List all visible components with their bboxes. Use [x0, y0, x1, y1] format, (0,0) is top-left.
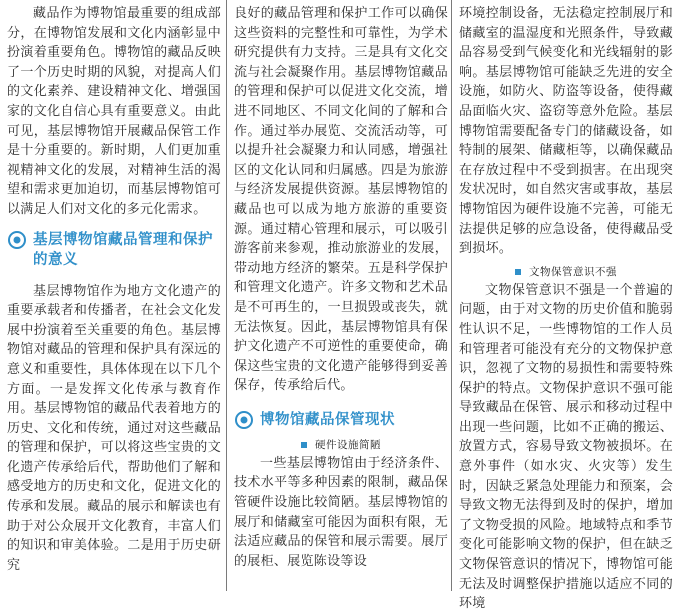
target-circle-icon: [234, 410, 254, 430]
column-divider: [226, 0, 227, 591]
paragraph: 一些基层博物馆由于经济条件、技术水平等多种因素的限制，藏品保管硬件设施比较简陋。基层博物馆的展厅和储藏室可能因为面积有限，无法适应藏品的保管和展示需要。展厅的展柜、展览陈设等设: [234, 455, 448, 569]
text-column-2: [234, 4, 448, 571]
section-heading: [234, 410, 448, 430]
blue-square-bullet-icon: [301, 442, 307, 448]
section-heading: [7, 230, 221, 270]
paragraph: 良好的藏品管理和保护工作可以确保这些资料的完整性和可靠性，为学术研究提供有力支持。三是具有文化交流与社会凝聚作用。基层博物馆藏品的管理和保护可以促进文化交流，增进不同地区、不同文化间的了解和合作。通过举办展览、交流活动等，可以提升社会凝聚力和认同感，增强社区的文化认同和归属感。四是为旅游与经济发展提供资源。基层博物馆的藏品也可以成为地方旅游的重要资源。通过精心管理和展示，可以吸引游客前来参观，推动旅游业的发展，带动地方经济的繁荣。五是科学保护和管理文化遗产。许多文物和艺术品是不可再生的，一旦损毁或丧失，就无法恢复。因此，基层博物馆具有保护文化遗产不可逆性的重要使命，确保这些宝贵的文化遗产能够得到妥善保存，传承给后代。: [234, 6, 448, 394]
paragraph: 环境控制设备，无法稳定控制展厅和储藏室的温湿度和光照条件，导致藏品容易受到气候变化和光线辐射的影响。基层博物馆可能缺乏先进的安全设施，如防火、防盗等设备，使得藏品面临火灾、盗窃等意外危险。基层博物馆需要配备专门的储藏设备，如特制的展架、储藏柜等，以确保藏品在存放过程中不受到损害。在出现突发状况时，如自然灾害或事故，基层博物馆因为硬件设施不完善，可能无法提供足够的应急设备，使得藏品受到损坏。: [459, 6, 673, 257]
paragraph: 基层博物馆作为地方文化遗产的重要承载者和传播者，在社会文化发展中扮演着至关重要的角色。基层博物馆对藏品的管理和保护具有深远的意义和重要性，具体体现在以下几个方面。一是发挥文化传承与教育作用。基层博物馆的藏品代表着地方的历史、文化和传统，通过对这些藏品的管理和保护，可以将这些宝贵的文化遗产传承给后代，帮助他们了解和感受地方的历史和文化，促进文化的传承和发展。藏品的展示和解读也有助于对公众展开文化教育，丰富人们的知识和审美体验。二是用于历史研究: [7, 283, 221, 573]
blue-square-bullet-icon: [515, 269, 521, 275]
paragraph: 藏品作为博物馆最重要的组成部分，在博物馆发展和文化内涵彰显中扮演着重要角色。博物馆的藏品反映了一个历史时期的风貌，对提高人们的文化素养、建设精神文化、增强国家的文化自信心具有重要意义。由此可见，基层博物馆开展藏品保管工作是十分重要的。新时期，人们更加重视精神文化的发展，对精神生活的渴望和需求更加迫切，而基层博物馆可以满足人们对文化的多元化需求。: [7, 6, 221, 217]
subsection-heading: [459, 263, 673, 281]
paragraph: 文物保管意识不强是一个普遍的问题，由于对文物的历史价值和脆弱性认识不足，一些博物馆的工作人员和管理者可能没有充分的文物保护意识，忽视了文物的易损性和需要特殊保护的特点。文物保护意识不强可能导致藏品在保管、展示和移动过程中出现一些问题，比如不正确的搬运、放置方式，容易导致文物被损坏。在意外事件（如水灾、火灾等）发生时，因缺乏紧急处理能力和预案，会导致文物无法得到及时的保护，增加了文物受损的风险。地域特点和季节变化可能影响文物的保护，但在缺乏文物保管意识的情况下，博物馆可能无法及时调整保护措施以适应不同的环境: [459, 282, 673, 612]
target-circle-icon: [7, 230, 27, 250]
section-heading-text: 基层博物馆藏品管理和保护的意义: [33, 231, 213, 268]
text-column-3: [459, 4, 673, 614]
column-divider: [451, 0, 452, 591]
subsection-heading-text: 文物保管意识不强: [529, 265, 617, 278]
text-column-1: [7, 4, 221, 575]
subsection-heading-text: 硬件设施简陋: [315, 438, 381, 451]
subsection-heading: [234, 436, 448, 454]
section-heading-text: 博物馆藏品保管现状: [260, 411, 395, 428]
